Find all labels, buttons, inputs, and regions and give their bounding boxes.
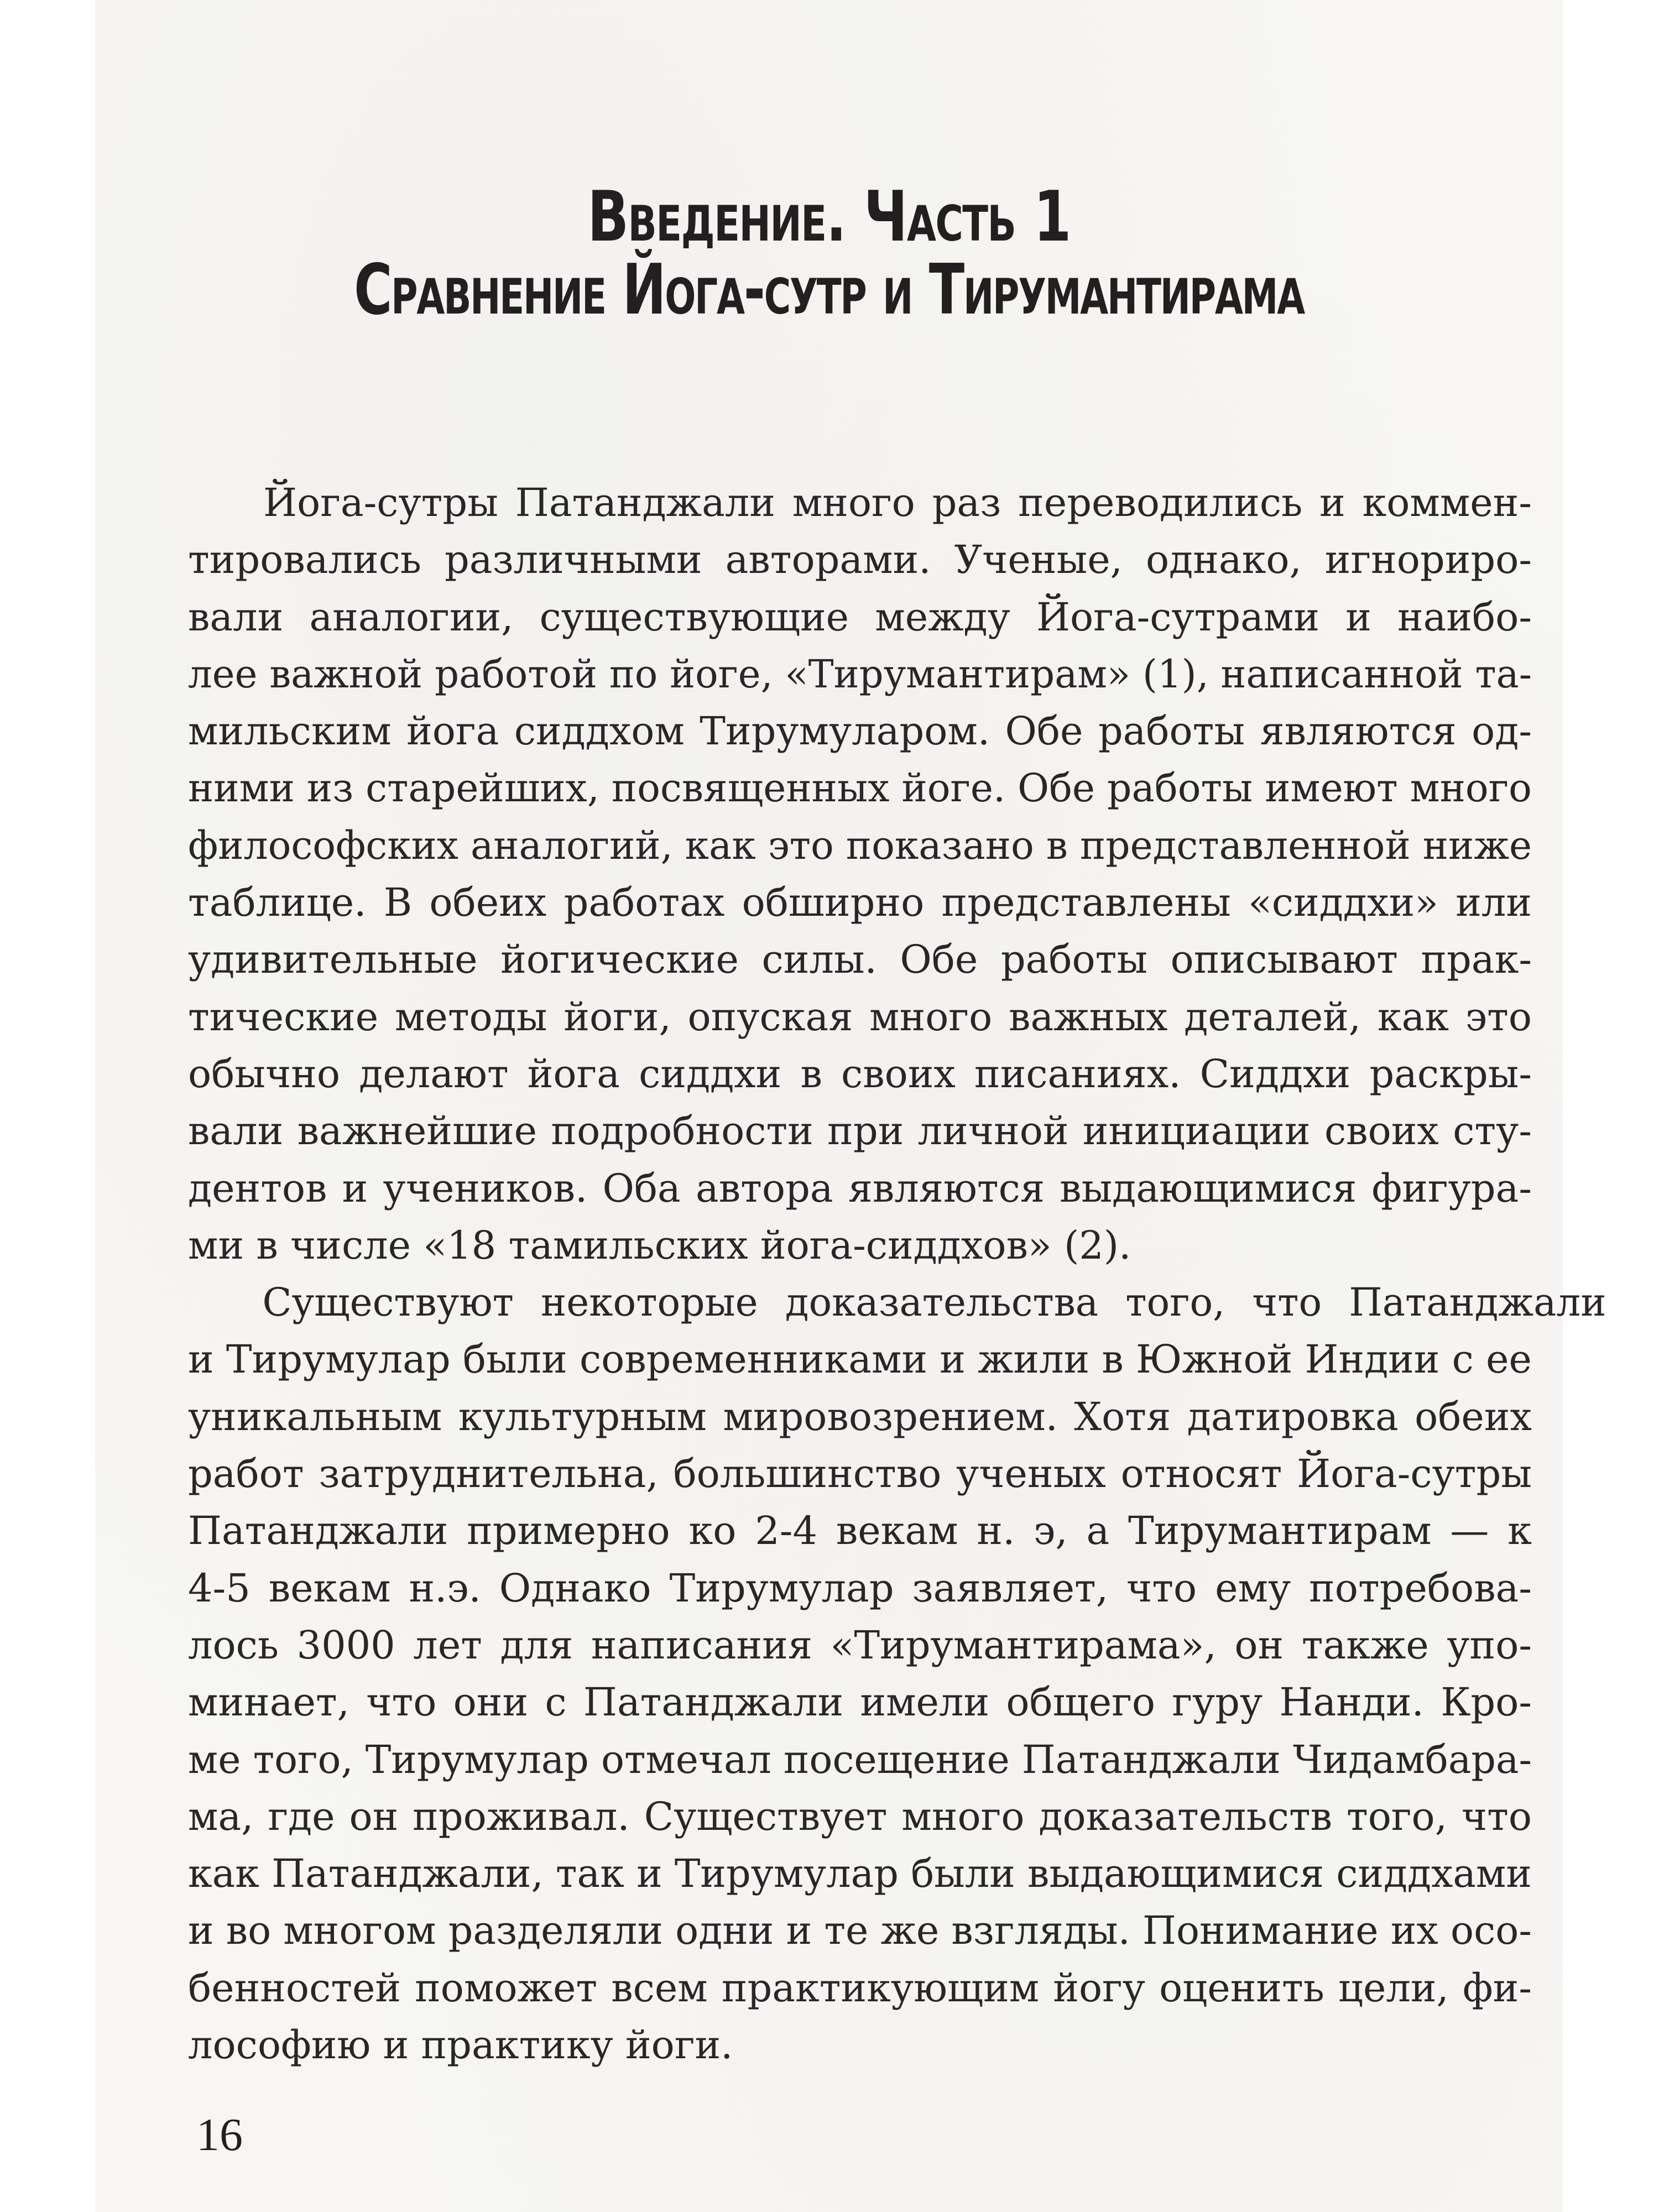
text-line: тировались различными авторами. Ученые, однако, игнориро- bbox=[188, 537, 1532, 583]
text-line: как Патанджали, так и Тирумулар были выдающимися сиддхами bbox=[188, 1851, 1532, 1897]
text-line: удивительные йогические силы. Обе работы описывают прак- bbox=[188, 937, 1532, 983]
text-line: бенностей поможет всем практикующим йогу оценить цели, фи- bbox=[188, 1965, 1532, 2011]
text-line: философских аналогий, как это показано в представленной ниже bbox=[188, 822, 1532, 868]
page-number: 16 bbox=[196, 2109, 243, 2161]
text-line: лософию и практику йоги. bbox=[188, 2022, 733, 2068]
text-line: Патанджали примерно ко 2-4 векам н. э, а Тирумантирам — к bbox=[188, 1508, 1532, 1554]
text-line: вали важнейшие подробности при личной инициации своих сту- bbox=[188, 1108, 1532, 1154]
text-line: Существуют некоторые доказательства того, что Патанджали bbox=[262, 1280, 1606, 1326]
text-line: ме того, Тирумулар отмечал посещение Патанджали Чидамбара- bbox=[188, 1736, 1532, 1782]
text-line: 4-5 векам н.э. Однако Тирумулар заявляет, что ему потребова- bbox=[188, 1565, 1532, 1611]
text-line: лее важной работой по йоге, «Тирумантирам» (1), написанной та- bbox=[188, 651, 1532, 697]
text-line: ними из старейших, посвященных йоге. Обе работы имеют много bbox=[188, 765, 1532, 811]
text-line: ма, где он проживал. Существует много доказательств того, что bbox=[188, 1793, 1532, 1839]
text-line: минает, что они с Патанджали имели общего гуру Нанди. Кро- bbox=[188, 1679, 1532, 1725]
body-text bbox=[188, 474, 1606, 2074]
text-line: лось 3000 лет для написания «Тирумантирама», он также упо- bbox=[188, 1622, 1532, 1668]
text-line: вали аналогии, существующие между Йога-сутрами и наибо- bbox=[188, 594, 1532, 640]
text-line: уникальным культурным мировозрением. Хотя датировка обеих bbox=[188, 1394, 1532, 1439]
chapter-title-line-2: Сравнение Йога-сутр и Тирумантирама bbox=[354, 249, 1304, 330]
text-line: и во многом разделяли одни и те же взгляды. Понимание их осо- bbox=[188, 1908, 1532, 1954]
text-line: Йога-сутры Патанджали много раз переводились и коммен- bbox=[263, 480, 1532, 525]
text-line: обычно делают йога сиддхи в своих писаниях. Сиддхи раскры- bbox=[188, 1051, 1532, 1097]
text-line: и Тирумулар были современниками и жили в Южной Индии с ее bbox=[188, 1337, 1532, 1383]
text-line: тические методы йоги, опуская много важных деталей, как это bbox=[188, 994, 1532, 1040]
text-line: дентов и учеников. Оба автора являются выдающимися фигура- bbox=[188, 1165, 1532, 1211]
chapter-title-line-1: Введение. Часть 1 bbox=[587, 176, 1071, 257]
book-page bbox=[95, 0, 1606, 2212]
paragraph bbox=[188, 1274, 1606, 2074]
paragraph bbox=[188, 474, 1532, 1274]
text-line: мильским йога сиддхом Тирумуларом. Обе работы являются од- bbox=[188, 708, 1532, 754]
text-line: ми в числе «18 тамильских йога-сиддхов» (2). bbox=[188, 1222, 1131, 1268]
text-line: работ затруднительна, большинство ученых относят Йога-сутры bbox=[188, 1451, 1532, 1497]
text-line: таблице. В обеих работах обширно представлены «сиддхи» или bbox=[188, 880, 1532, 926]
